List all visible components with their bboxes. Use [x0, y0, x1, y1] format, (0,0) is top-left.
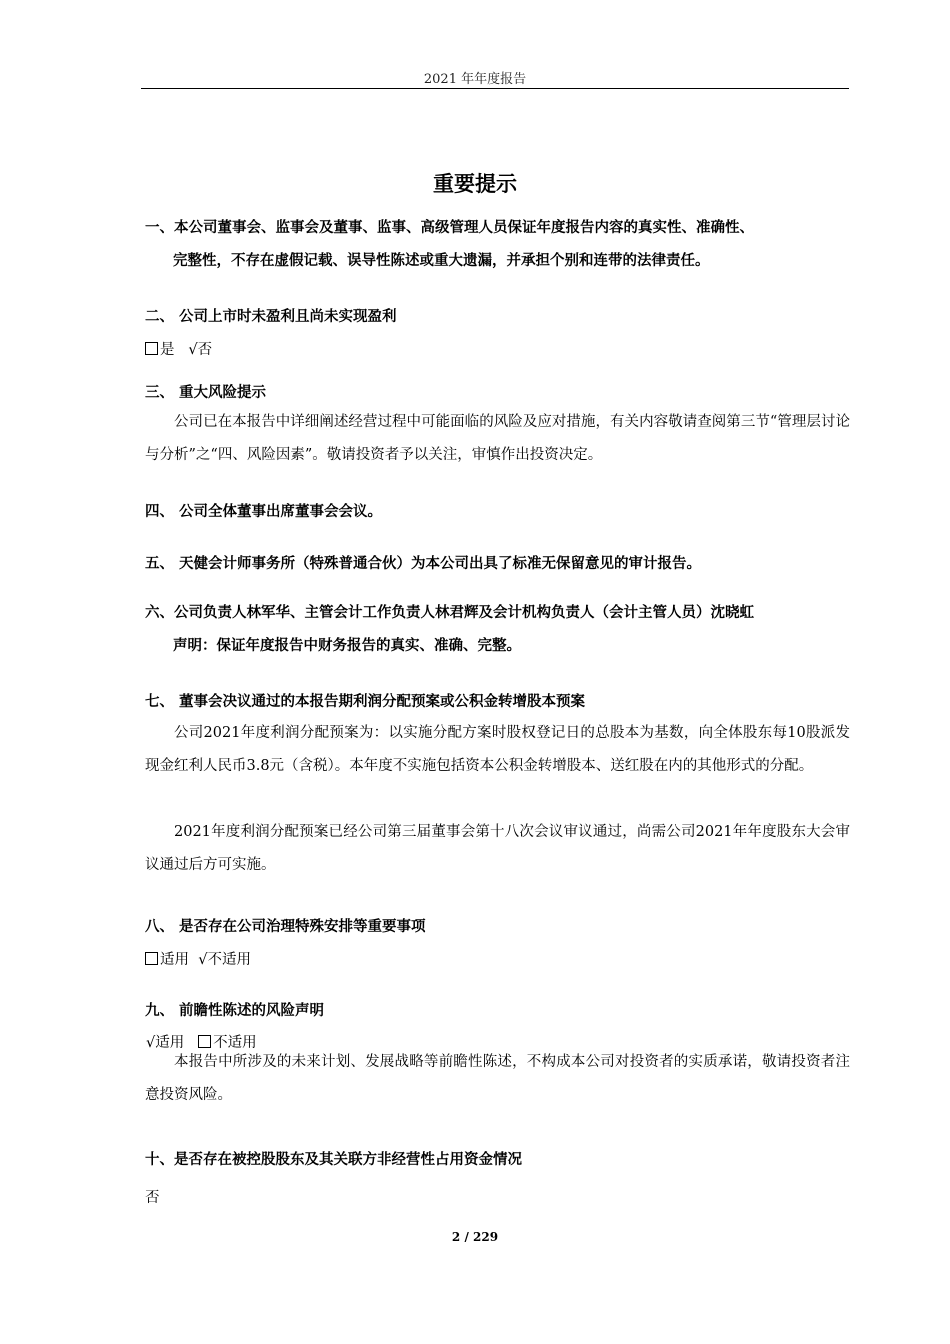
section-4-heading: 四、 公司全体董事出席董事会会议。: [145, 504, 383, 520]
header-divider: [141, 88, 849, 89]
section-7-para1: 公司2021年度利润分配预案为：以实施分配方案时股权登记日的总股本为基数，向全体股东每10股派发现金红利人民币3.8元（含税）。本年度不实施包括资本公积金转增股本、送红股在内的其他形式的分配。: [145, 725, 850, 774]
section-1-line2: 完整性，不存在虚假记载、误导性陈述或重大遗漏，并承担个别和连带的法律责任。: [173, 253, 710, 269]
page-number: 2 / 229: [451, 1230, 499, 1244]
section-6-line1: 六、公司负责人林军华、主管会计工作负责人林君辉及会计机构负责人（会计主管人员）沈晓虹: [145, 605, 754, 621]
option-yes: 是: [160, 342, 175, 358]
option-no-checked: √否: [188, 342, 213, 358]
section-2-options: [145, 338, 212, 359]
section-6: [145, 597, 850, 663]
option-not-applicable: 不适用: [213, 1035, 257, 1051]
checkbox-unchecked-icon: [145, 342, 158, 355]
section-10-answer: 否: [145, 1190, 160, 1206]
section-9-body: 本报告中所涉及的未来计划、发展战略等前瞻性陈述，不构成本公司对投资者的实质承诺，敬请投资者注意投资风险。: [145, 1054, 850, 1103]
option-applicable-checked: √适用: [146, 1035, 185, 1051]
section-10-heading: 十、是否存在被控股股东及其关联方非经营性占用资金情况: [145, 1152, 522, 1168]
section-1: [145, 212, 850, 278]
section-3-body: 公司已在本报告中详细阐述经营过程中可能面临的风险及应对措施，有关内容敬请查阅第三节“管理层讨论与分析”之“四、风险因素”。敬请投资者予以关注，审慎作出投资决定。: [145, 414, 850, 463]
option-not-applicable-checked: √不适用: [198, 952, 251, 968]
section-8-options: [145, 948, 251, 969]
section-7-heading: 七、 董事会决议通过的本报告期利润分配预案或公积金转增股本预案: [145, 694, 586, 710]
section-7-para2: 2021年度利润分配预案已经公司第三届董事会第十八次会议审议通过，尚需公司2021年年度股东大会审议通过后方可实施。: [145, 824, 850, 873]
running-header: 2021 年年度报告: [423, 72, 527, 87]
checkbox-unchecked-icon: [145, 952, 158, 965]
section-6-line2: 声明：保证年度报告中财务报告的真实、准确、完整。: [173, 638, 521, 654]
option-applicable: 适用: [160, 952, 189, 968]
page-title: 重要提示: [433, 172, 517, 196]
section-8-heading: 八、 是否存在公司治理特殊安排等重要事项: [145, 919, 426, 935]
section-3-heading: 三、 重大风险提示: [145, 385, 267, 401]
section-5-heading: 五、 天健会计师事务所（特殊普通合伙）为本公司出具了标准无保留意见的审计报告。: [145, 556, 702, 572]
section-2-heading: 二、 公司上市时未盈利且尚未实现盈利: [145, 309, 397, 325]
section-9-heading: 九、 前瞻性陈述的风险声明: [145, 1003, 325, 1019]
section-1-line1: 一、本公司董事会、监事会及董事、监事、高级管理人员保证年度报告内容的真实性、准确性、: [145, 220, 754, 236]
